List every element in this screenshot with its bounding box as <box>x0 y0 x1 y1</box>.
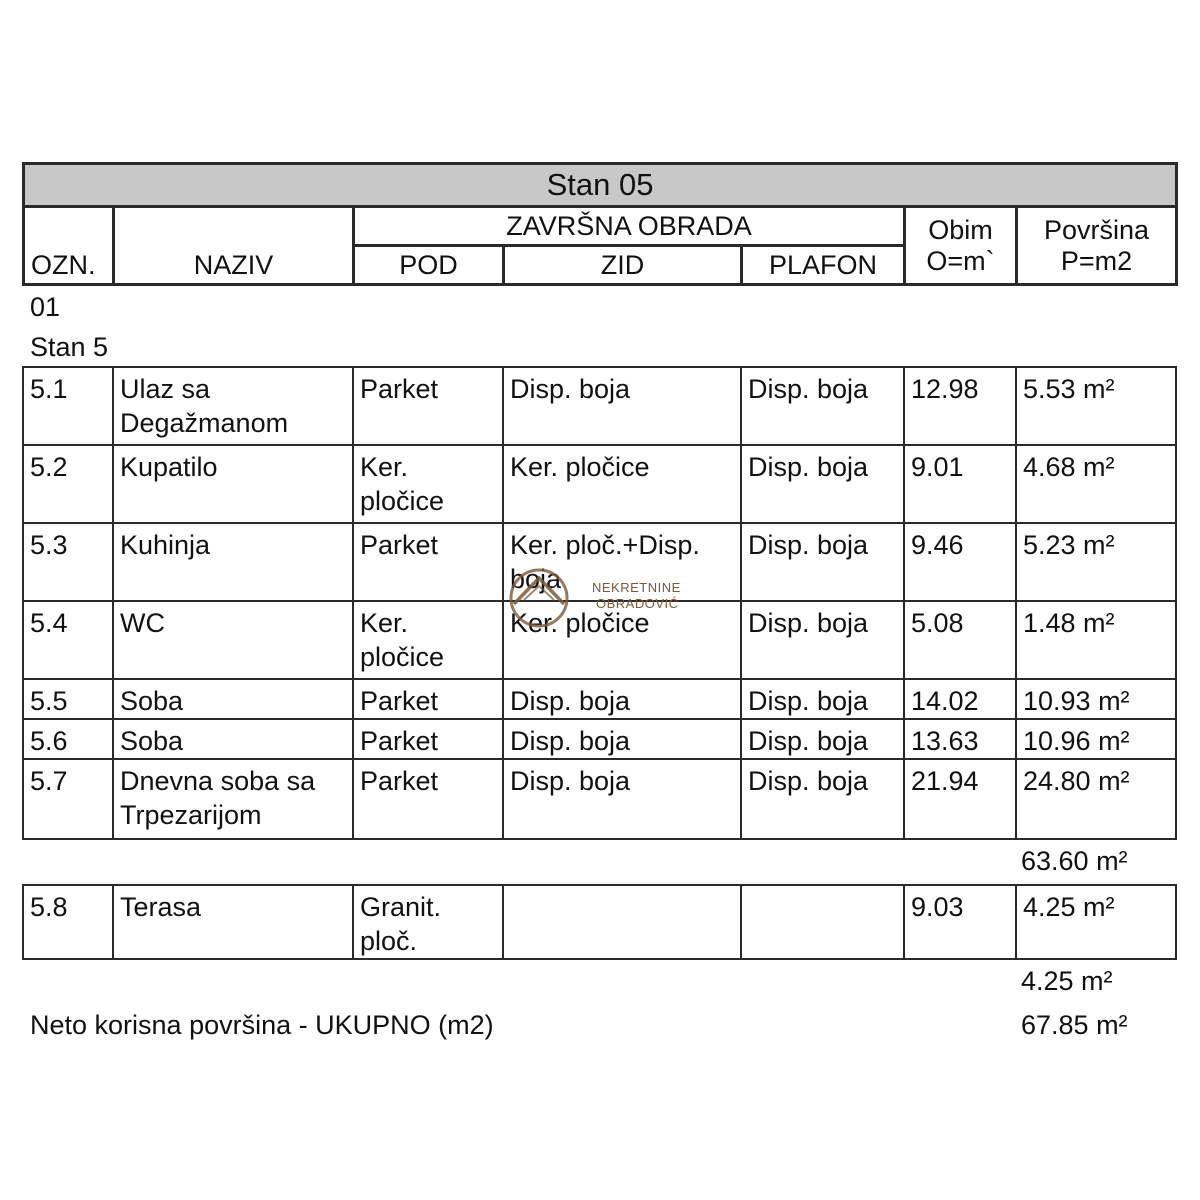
cell-ozn-line1: 5.7 <box>30 766 68 796</box>
cell-povrsina <box>1016 445 1176 523</box>
subtotal-terrace <box>22 960 1175 1004</box>
header-obim-bottom: O=m` <box>926 245 995 276</box>
cell-ozn <box>23 759 113 839</box>
cell-plafon-line1: Disp. boja <box>748 726 869 756</box>
cell-obim-line1: 9.46 <box>911 530 964 560</box>
cell-plafon-line1: Disp. boja <box>748 530 869 560</box>
cell-plafon-line1: Disp. boja <box>748 766 869 796</box>
cell-ozn-line1: 5.5 <box>30 686 68 716</box>
cell-povrsina-line1: 5.23 m² <box>1023 530 1115 560</box>
cell-ozn-line1: 5.6 <box>30 726 68 756</box>
table-row <box>23 885 1176 959</box>
section-name: Stan 5 <box>30 332 109 362</box>
cell-povrsina-line1: 10.93 m² <box>1023 686 1130 716</box>
cell-pod <box>353 679 503 719</box>
cell-ozn <box>23 601 113 679</box>
cell-pod-line1: Ker. <box>360 608 409 638</box>
cell-zid <box>503 719 741 759</box>
cell-naziv <box>113 719 353 759</box>
cell-plafon-line1: Disp. boja <box>748 686 869 716</box>
cell-ozn-line1: 5.3 <box>30 530 68 560</box>
cell-zid-line1: Ker. pločice <box>510 608 650 638</box>
header-naziv: NAZIV <box>114 207 354 285</box>
cell-naziv <box>113 759 353 839</box>
cell-pod-line1: Ker. <box>360 452 409 482</box>
cell-naziv-line1: Kuhinja <box>120 530 211 560</box>
cell-povrsina <box>1016 719 1176 759</box>
cell-plafon-line1: Disp. boja <box>748 374 869 404</box>
total-label: Neto korisna površina - UKUPNO (m2) <box>30 1010 494 1040</box>
cell-zid <box>503 367 741 445</box>
section-code: 01 <box>30 292 61 322</box>
cell-zid-line1: Disp. boja <box>510 726 631 756</box>
table-row <box>23 719 1176 759</box>
watermark-logo <box>506 566 696 630</box>
cell-plafon <box>741 523 904 601</box>
cell-obim <box>904 719 1016 759</box>
cell-obim-line1: 13.63 <box>911 726 979 756</box>
cell-plafon-line1: Disp. boja <box>748 608 869 638</box>
cell-pod-line1: Parket <box>360 686 439 716</box>
cell-povrsina-line1: 24.80 m² <box>1023 766 1130 796</box>
subtotal-rooms <box>22 840 1175 884</box>
cell-plafon <box>741 719 904 759</box>
header-zavrsna-obrada: ZAVRŠNA OBRADA <box>354 207 905 246</box>
cell-naziv-line1: Soba <box>120 686 184 716</box>
cell-povrsina-line1: 5.53 m² <box>1023 374 1115 404</box>
cell-zid <box>503 885 741 959</box>
cell-ozn: 5.8 <box>23 885 113 959</box>
cell-plafon <box>741 445 904 523</box>
cell-naziv-line2: Degažmanom <box>120 408 289 438</box>
schedule-header <box>22 162 1178 286</box>
cell-pod-line2: pločice <box>360 642 445 672</box>
cell-pod-line1: Parket <box>360 530 439 560</box>
cell-povrsina-line1: 4.68 m² <box>1023 452 1115 482</box>
cell-plafon <box>741 679 904 719</box>
cell-povrsina-line1: 1.48 m² <box>1023 608 1115 638</box>
cell-naziv-line1: Terasa <box>120 892 202 922</box>
header-zid: ZID <box>504 246 742 285</box>
cell-ozn <box>23 679 113 719</box>
cell-ozn <box>23 445 113 523</box>
cell-naziv <box>113 885 353 959</box>
cell-obim-line1: 14.02 <box>911 686 979 716</box>
watermark-line2: OBRADOVIĆ <box>596 596 679 611</box>
cell-povrsina <box>1016 601 1176 679</box>
cell-plafon <box>741 885 904 959</box>
cell-obim-line1: 5.08 <box>911 608 964 638</box>
cell-ozn <box>23 367 113 445</box>
cell-povrsina-line1: 10.96 m² <box>1023 726 1130 756</box>
cell-obim-line1: 12.98 <box>911 374 979 404</box>
cell-povrsina <box>1016 759 1176 839</box>
cell-pod-line1: Parket <box>360 374 439 404</box>
cell-pod <box>353 601 503 679</box>
cell-ozn <box>23 523 113 601</box>
cell-pod-line2: ploč. <box>360 926 418 956</box>
cell-povrsina <box>1016 367 1176 445</box>
cell-naziv <box>113 679 353 719</box>
total-row <box>22 1004 1175 1052</box>
cell-pod-line1: Parket <box>360 726 439 756</box>
header-plafon: PLAFON <box>742 246 905 285</box>
cell-naziv-line1: Ulaz sa <box>120 374 211 404</box>
cell-pod <box>353 885 503 959</box>
cell-obim <box>904 445 1016 523</box>
cell-povrsina: 4.25 m² <box>1016 885 1176 959</box>
cell-ozn-line1: 5.1 <box>30 374 68 404</box>
cell-naziv-line1: Soba <box>120 726 184 756</box>
cell-povrsina <box>1016 679 1176 719</box>
cell-zid-line1: Disp. boja <box>510 686 631 716</box>
table-row <box>23 445 1176 523</box>
cell-obim <box>904 679 1016 719</box>
cell-zid <box>503 679 741 719</box>
cell-plafon-line1: Disp. boja <box>748 452 869 482</box>
cell-obim <box>904 523 1016 601</box>
cell-naziv <box>113 523 353 601</box>
house-logo-icon <box>506 566 572 630</box>
cell-pod <box>353 759 503 839</box>
cell-ozn-line1: 5.2 <box>30 452 68 482</box>
cell-pod-line2: pločice <box>360 486 445 516</box>
table-row <box>23 367 1176 445</box>
cell-povrsina <box>1016 523 1176 601</box>
cell-obim-line1: 9.01 <box>911 452 964 482</box>
subtotal-rooms-value: 63.60 m² <box>1021 846 1128 876</box>
cell-pod-line1: Granit. <box>360 892 442 922</box>
cell-obim: 9.03 <box>904 885 1016 959</box>
cell-pod <box>353 523 503 601</box>
terrace-table <box>22 884 1177 960</box>
cell-plafon <box>741 601 904 679</box>
watermark-line1: NEKRETNINE <box>592 580 681 595</box>
cell-naziv-line1: Kupatilo <box>120 452 218 482</box>
cell-naziv-line1: WC <box>120 608 165 638</box>
header-obim <box>905 207 1017 285</box>
cell-zid-line1: Disp. boja <box>510 766 631 796</box>
cell-zid-line1: Ker. pločice <box>510 452 650 482</box>
header-pod: POD <box>354 246 504 285</box>
cell-naziv-line2: Trpezarijom <box>120 800 262 830</box>
cell-zid <box>503 759 741 839</box>
cell-obim <box>904 759 1016 839</box>
cell-plafon <box>741 759 904 839</box>
cell-naziv <box>113 367 353 445</box>
cell-zid-line1: Ker. ploč.+Disp. <box>510 530 700 560</box>
cell-obim <box>904 601 1016 679</box>
header-povrsina-top: Površina <box>1044 214 1150 245</box>
cell-obim <box>904 367 1016 445</box>
cell-pod-line1: Parket <box>360 766 439 796</box>
table-row <box>23 759 1176 839</box>
cell-ozn-line1: 5.4 <box>30 608 68 638</box>
cell-obim-line1: 21.94 <box>911 766 979 796</box>
cell-pod <box>353 367 503 445</box>
cell-zid-line2: boja <box>510 564 562 594</box>
table-row <box>23 679 1176 719</box>
cell-plafon <box>741 367 904 445</box>
header-povrsina-bottom: P=m2 <box>1060 245 1133 276</box>
header-povrsina <box>1017 207 1177 285</box>
cell-naziv <box>113 601 353 679</box>
header-obim-top: Obim <box>928 214 993 245</box>
total-value: 67.85 m² <box>1021 1010 1128 1040</box>
cell-ozn <box>23 719 113 759</box>
cell-zid <box>503 445 741 523</box>
header-ozn: OZN. <box>24 207 114 285</box>
table-title: Stan 05 <box>24 164 1177 207</box>
cell-zid-line1: Disp. boja <box>510 374 631 404</box>
subtotal-terrace-value: 4.25 m² <box>1021 966 1113 996</box>
cell-naziv-line1: Dnevna soba sa <box>120 766 316 796</box>
cell-pod <box>353 719 503 759</box>
cell-naziv <box>113 445 353 523</box>
cell-pod <box>353 445 503 523</box>
